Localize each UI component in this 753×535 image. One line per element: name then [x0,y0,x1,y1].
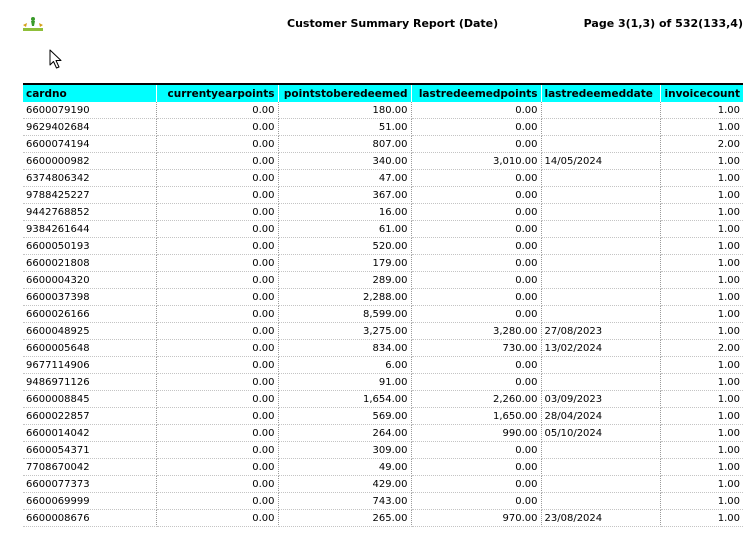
cell-currentyearpoints: 0.00 [156,391,278,408]
cell-invoicecount: 1.00 [660,442,743,459]
cell-cardno: 6600021808 [23,255,156,272]
table-row [23,187,743,204]
cell-currentyearpoints: 0.00 [156,323,278,340]
cell-invoicecount: 1.00 [660,357,743,374]
cell-cardno: 6600008845 [23,391,156,408]
cell-pointstoberedeemed: 61.00 [278,221,411,238]
cell-lastredeemeddate [541,476,660,493]
cell-pointstoberedeemed: 179.00 [278,255,411,272]
column-header-cardno: cardno [23,84,156,102]
cell-pointstoberedeemed: 180.00 [278,102,411,119]
cell-lastredeemeddate [541,442,660,459]
cell-lastredeemedpoints: 1,650.00 [411,408,541,425]
cell-pointstoberedeemed: 520.00 [278,238,411,255]
table-row [23,459,743,476]
cell-currentyearpoints: 0.00 [156,255,278,272]
cell-invoicecount: 2.00 [660,340,743,357]
table-body [23,102,743,527]
cell-lastredeemeddate [541,187,660,204]
cell-lastredeemeddate: 28/04/2024 [541,408,660,425]
cell-cardno: 6600014042 [23,425,156,442]
cell-currentyearpoints: 0.00 [156,493,278,510]
cell-pointstoberedeemed: 47.00 [278,170,411,187]
cell-cardno: 6600074194 [23,136,156,153]
cell-pointstoberedeemed: 569.00 [278,408,411,425]
cell-invoicecount: 1.00 [660,153,743,170]
cell-pointstoberedeemed: 1,654.00 [278,391,411,408]
cell-cardno: 6600069999 [23,493,156,510]
cell-lastredeemedpoints: 0.00 [411,102,541,119]
table-row [23,374,743,391]
cell-invoicecount: 1.00 [660,119,743,136]
table-row [23,238,743,255]
cell-lastredeemeddate [541,102,660,119]
cell-pointstoberedeemed: 265.00 [278,510,411,527]
cell-cardno: 9384261644 [23,221,156,238]
cell-pointstoberedeemed: 16.00 [278,204,411,221]
cell-currentyearpoints: 0.00 [156,102,278,119]
cell-currentyearpoints: 0.00 [156,476,278,493]
table-row [23,510,743,527]
cell-invoicecount: 1.00 [660,459,743,476]
cell-lastredeemedpoints: 990.00 [411,425,541,442]
cell-lastredeemedpoints: 0.00 [411,476,541,493]
cell-currentyearpoints: 0.00 [156,340,278,357]
cell-currentyearpoints: 0.00 [156,408,278,425]
customer-summary-table [23,83,743,527]
cell-lastredeemedpoints: 3,010.00 [411,153,541,170]
cell-currentyearpoints: 0.00 [156,272,278,289]
cell-lastredeemeddate [541,119,660,136]
cell-invoicecount: 1.00 [660,187,743,204]
table-row [23,136,743,153]
table-row [23,170,743,187]
cell-lastredeemeddate [541,136,660,153]
cell-currentyearpoints: 0.00 [156,204,278,221]
cell-pointstoberedeemed: 49.00 [278,459,411,476]
cell-lastredeemedpoints: 0.00 [411,493,541,510]
cell-pointstoberedeemed: 91.00 [278,374,411,391]
cell-invoicecount: 1.00 [660,204,743,221]
cell-lastredeemedpoints: 0.00 [411,136,541,153]
cell-currentyearpoints: 0.00 [156,306,278,323]
cell-lastredeemeddate [541,272,660,289]
cell-invoicecount: 1.00 [660,170,743,187]
table-row [23,102,743,119]
cell-lastredeemedpoints: 0.00 [411,204,541,221]
cell-cardno: 9486971126 [23,374,156,391]
cell-pointstoberedeemed: 743.00 [278,493,411,510]
cell-currentyearpoints: 0.00 [156,136,278,153]
cell-lastredeemedpoints: 0.00 [411,442,541,459]
cell-currentyearpoints: 0.00 [156,289,278,306]
table-header-row [23,84,743,102]
table-row [23,306,743,323]
cell-invoicecount: 1.00 [660,391,743,408]
table-row [23,153,743,170]
cell-invoicecount: 1.00 [660,476,743,493]
cell-invoicecount: 1.00 [660,255,743,272]
page-info: Page 3(1,3) of 532(133,4) [583,17,743,30]
table-row [23,493,743,510]
cell-invoicecount: 1.00 [660,510,743,527]
cell-lastredeemedpoints: 0.00 [411,306,541,323]
cell-currentyearpoints: 0.00 [156,221,278,238]
cell-pointstoberedeemed: 309.00 [278,442,411,459]
cell-invoicecount: 1.00 [660,306,743,323]
cell-invoicecount: 1.00 [660,374,743,391]
cell-cardno: 6600050193 [23,238,156,255]
cell-lastredeemeddate: 03/09/2023 [541,391,660,408]
cell-lastredeemeddate [541,238,660,255]
table-row [23,340,743,357]
cell-lastredeemedpoints: 970.00 [411,510,541,527]
cell-cardno: 9629402684 [23,119,156,136]
column-header-invoicecount: invoicecount [660,84,743,102]
cell-lastredeemedpoints: 0.00 [411,170,541,187]
cell-pointstoberedeemed: 807.00 [278,136,411,153]
cell-lastredeemedpoints: 0.00 [411,459,541,476]
cell-lastredeemeddate [541,374,660,391]
cell-lastredeemedpoints: 0.00 [411,255,541,272]
cell-cardno: 9788425227 [23,187,156,204]
cell-invoicecount: 2.00 [660,136,743,153]
cell-cardno: 6600037398 [23,289,156,306]
cell-cardno: 6600004320 [23,272,156,289]
cell-cardno: 9677114906 [23,357,156,374]
cell-invoicecount: 1.00 [660,102,743,119]
column-header-lastredeemeddate: lastredeemeddate [541,84,660,102]
cell-currentyearpoints: 0.00 [156,170,278,187]
cell-pointstoberedeemed: 429.00 [278,476,411,493]
table-row [23,391,743,408]
cell-cardno: 7708670042 [23,459,156,476]
cell-lastredeemeddate [541,306,660,323]
cell-cardno: 6600026166 [23,306,156,323]
cell-lastredeemedpoints: 0.00 [411,238,541,255]
cell-lastredeemeddate [541,357,660,374]
cell-lastredeemeddate: 14/05/2024 [541,153,660,170]
column-header-currentyearpoints: currentyearpoints [156,84,278,102]
cell-pointstoberedeemed: 3,275.00 [278,323,411,340]
cell-lastredeemedpoints: 0.00 [411,187,541,204]
cell-lastredeemedpoints: 2,260.00 [411,391,541,408]
cell-lastredeemeddate [541,221,660,238]
cell-lastredeemedpoints: 3,280.00 [411,323,541,340]
cell-currentyearpoints: 0.00 [156,374,278,391]
table-row [23,119,743,136]
cell-currentyearpoints: 0.00 [156,459,278,476]
cell-cardno: 6600005648 [23,340,156,357]
cell-lastredeemeddate: 05/10/2024 [541,425,660,442]
report-title: Customer Summary Report (Date) [287,17,499,30]
cell-cardno: 6600000982 [23,153,156,170]
cell-pointstoberedeemed: 834.00 [278,340,411,357]
cell-cardno: 6600022857 [23,408,156,425]
cell-invoicecount: 1.00 [660,323,743,340]
cell-cardno: 6600077373 [23,476,156,493]
cell-pointstoberedeemed: 264.00 [278,425,411,442]
cell-lastredeemeddate [541,170,660,187]
column-header-pointstoberedeemed: pointstoberedeemed [278,84,411,102]
cell-lastredeemeddate [541,289,660,306]
cell-currentyearpoints: 0.00 [156,510,278,527]
table-row [23,255,743,272]
cell-lastredeemeddate: 27/08/2023 [541,323,660,340]
table-row [23,425,743,442]
cell-cardno: 6600008676 [23,510,156,527]
table-row [23,221,743,238]
cell-currentyearpoints: 0.00 [156,119,278,136]
cell-lastredeemeddate: 13/02/2024 [541,340,660,357]
mouse-pointer-icon [49,49,63,70]
cell-lastredeemedpoints: 0.00 [411,221,541,238]
cell-lastredeemedpoints: 0.00 [411,289,541,306]
cell-lastredeemedpoints: 0.00 [411,119,541,136]
cell-currentyearpoints: 0.00 [156,357,278,374]
cell-lastredeemeddate: 23/08/2024 [541,510,660,527]
cell-invoicecount: 1.00 [660,272,743,289]
table-row [23,204,743,221]
cell-lastredeemeddate [541,255,660,272]
cell-lastredeemeddate [541,493,660,510]
cell-pointstoberedeemed: 289.00 [278,272,411,289]
cell-lastredeemeddate [541,204,660,221]
cell-currentyearpoints: 0.00 [156,153,278,170]
table-row [23,357,743,374]
cell-lastredeemedpoints: 0.00 [411,272,541,289]
cell-invoicecount: 1.00 [660,289,743,306]
cell-cardno: 9442768852 [23,204,156,221]
cell-cardno: 6600054371 [23,442,156,459]
cell-currentyearpoints: 0.00 [156,187,278,204]
cell-lastredeemedpoints: 0.00 [411,357,541,374]
cell-currentyearpoints: 0.00 [156,238,278,255]
company-logo-icon [20,16,46,34]
cell-cardno: 6374806342 [23,170,156,187]
table-row [23,408,743,425]
cell-invoicecount: 1.00 [660,238,743,255]
cell-invoicecount: 1.00 [660,493,743,510]
cell-lastredeemeddate [541,459,660,476]
cell-lastredeemedpoints: 730.00 [411,340,541,357]
cell-currentyearpoints: 0.00 [156,425,278,442]
cell-currentyearpoints: 0.00 [156,442,278,459]
table-row [23,442,743,459]
cell-invoicecount: 1.00 [660,221,743,238]
cell-pointstoberedeemed: 2,288.00 [278,289,411,306]
table-row [23,476,743,493]
cell-cardno: 6600079190 [23,102,156,119]
cell-pointstoberedeemed: 8,599.00 [278,306,411,323]
table-row [23,272,743,289]
cell-pointstoberedeemed: 6.00 [278,357,411,374]
cell-pointstoberedeemed: 367.00 [278,187,411,204]
table-row [23,289,743,306]
cell-cardno: 6600048925 [23,323,156,340]
cell-pointstoberedeemed: 340.00 [278,153,411,170]
cell-pointstoberedeemed: 51.00 [278,119,411,136]
table-row [23,323,743,340]
cell-invoicecount: 1.00 [660,425,743,442]
cell-invoicecount: 1.00 [660,408,743,425]
column-header-lastredeemedpoints: lastredeemedpoints [411,84,541,102]
cell-lastredeemedpoints: 0.00 [411,374,541,391]
